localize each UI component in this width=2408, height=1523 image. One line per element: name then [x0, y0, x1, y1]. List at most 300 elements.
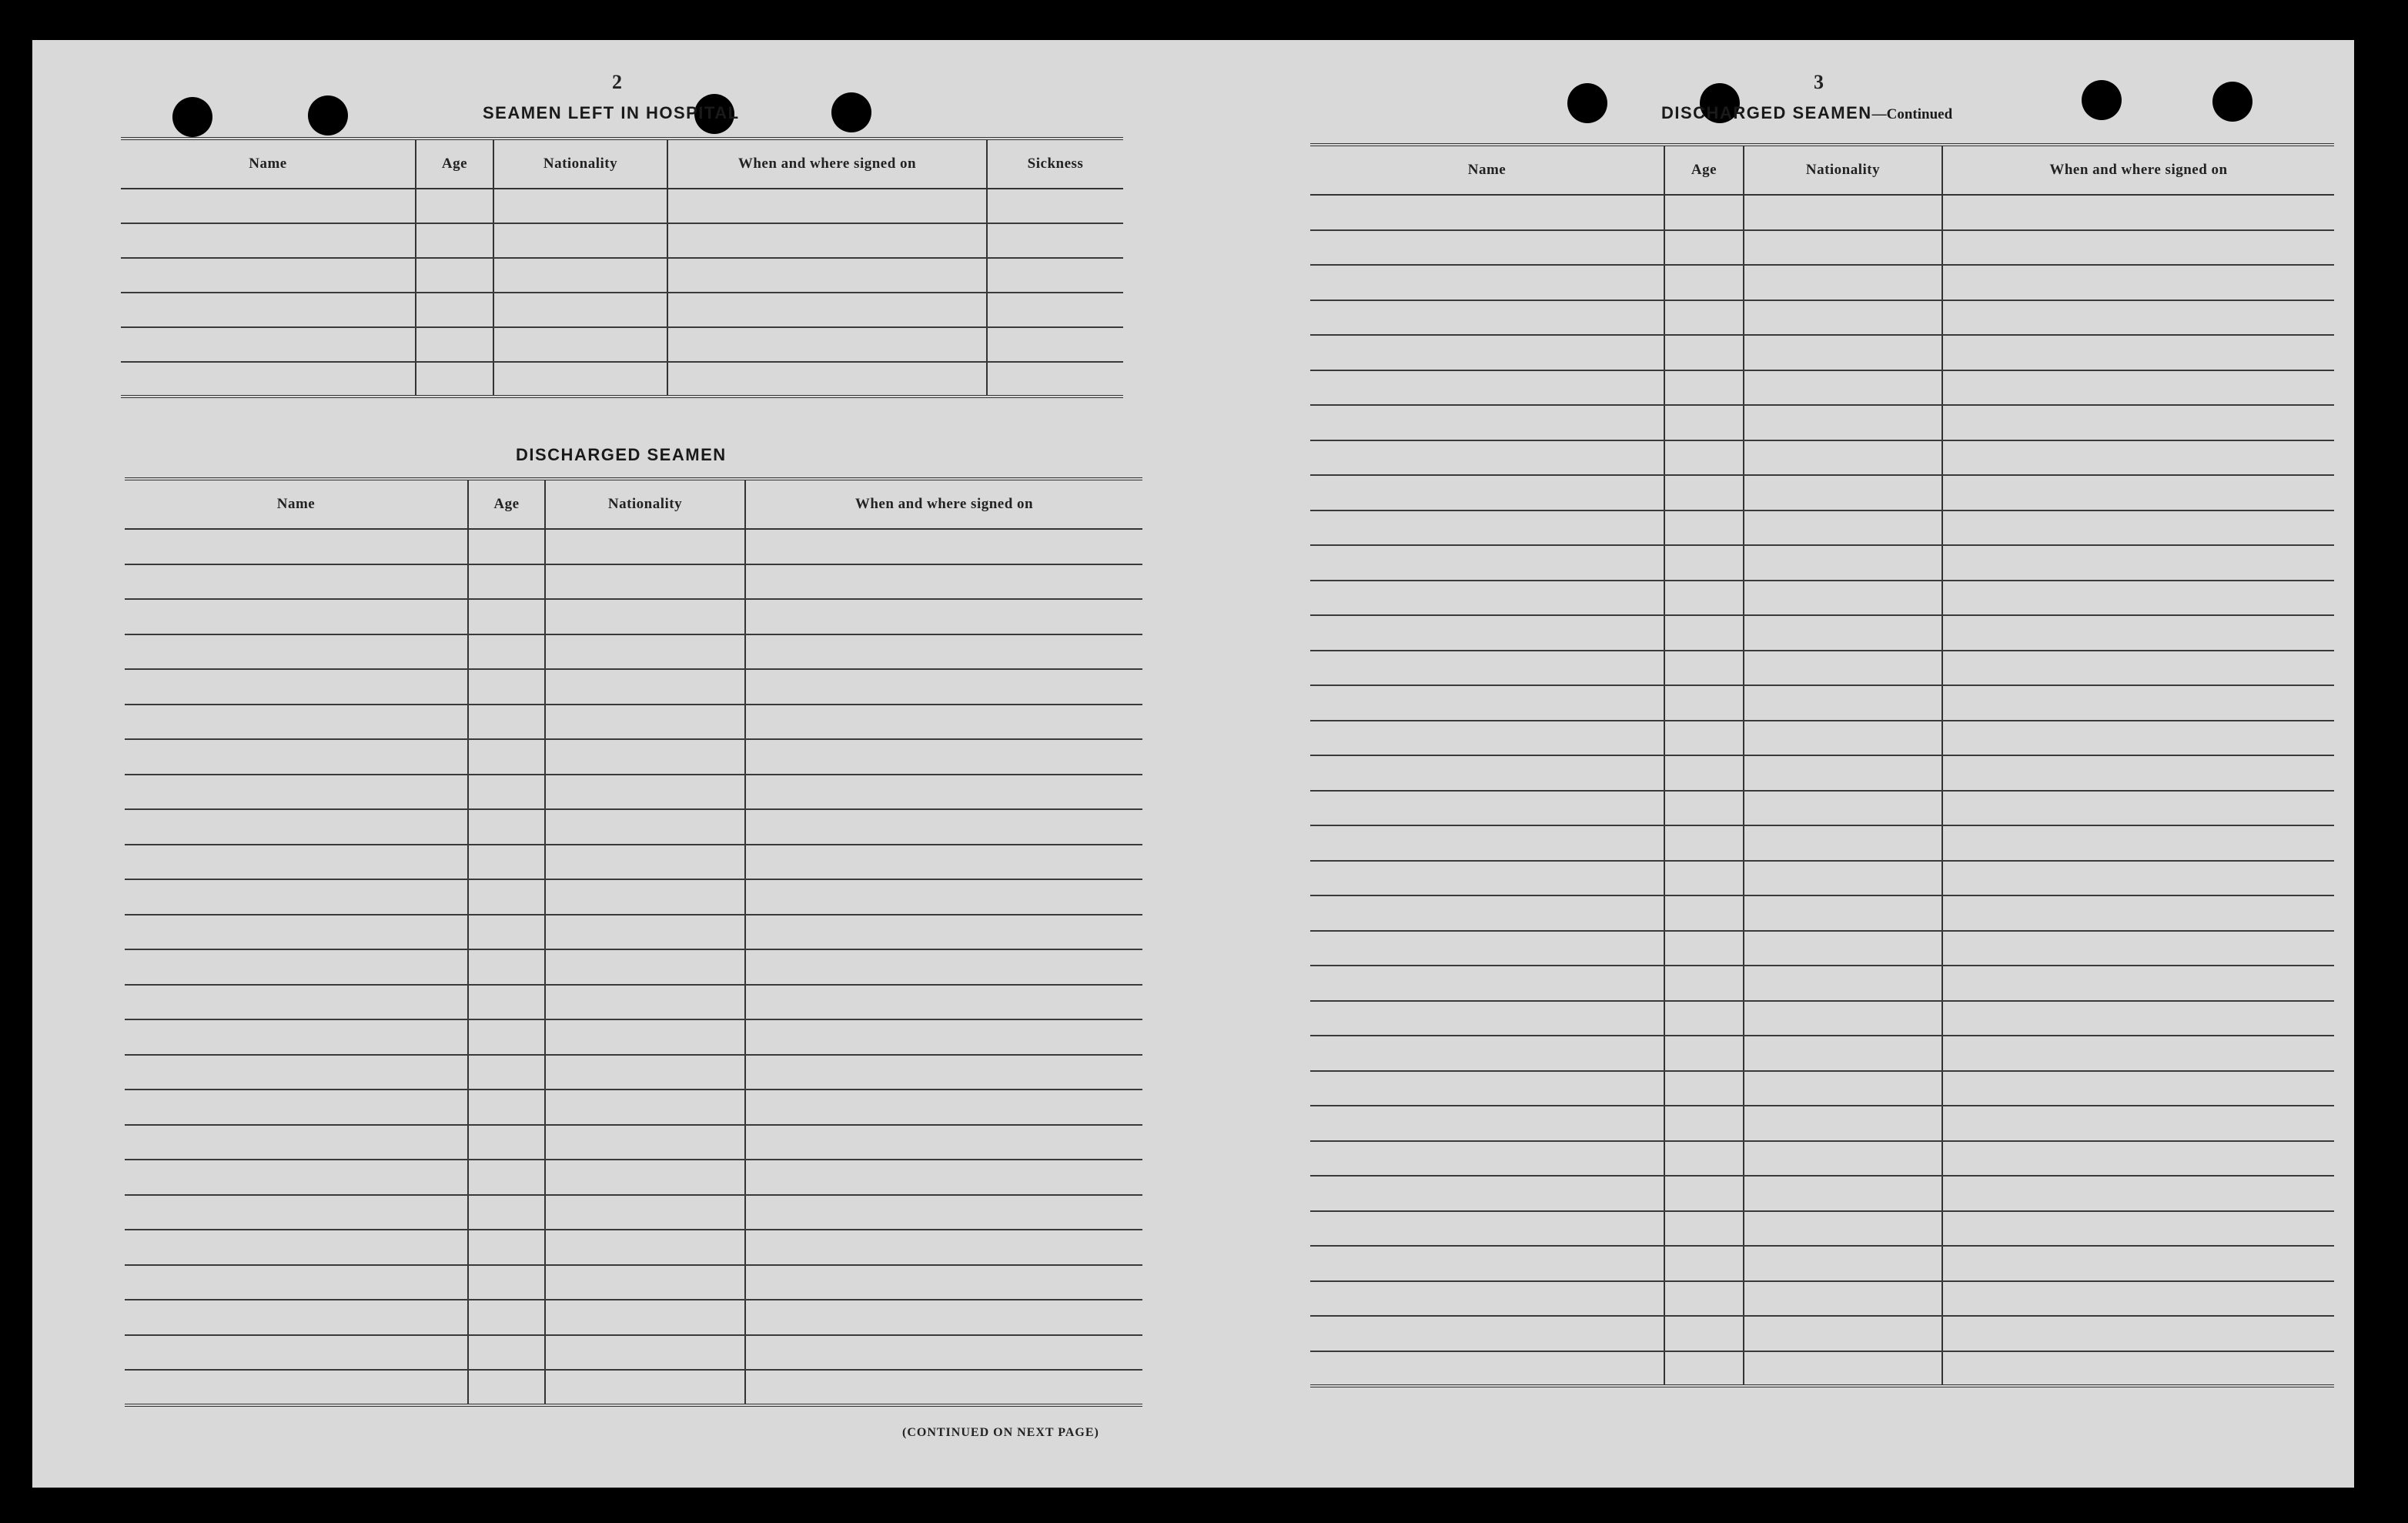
table-row: [1310, 931, 2334, 966]
column-header-signed-on: When and where signed on: [745, 479, 1142, 529]
blank-cell: [1744, 370, 1942, 406]
blank-cell: [1744, 1036, 1942, 1071]
blank-cell: [545, 1055, 745, 1090]
blank-cell: [667, 223, 987, 258]
blank-cell: [1744, 265, 1942, 300]
blank-cell: [1664, 1176, 1744, 1211]
blank-cell: [987, 258, 1123, 293]
blank-cell: [416, 223, 493, 258]
blank-cell: [1310, 1106, 1664, 1141]
blank-cell: [125, 845, 468, 880]
hospital-section-title: SEAMEN LEFT IN HOSPITAL: [483, 103, 740, 122]
table-row: [125, 705, 1142, 740]
table-row: [1310, 861, 2334, 896]
blank-cell: [1942, 1316, 2334, 1351]
blank-cell: [745, 1195, 1142, 1230]
blank-cell: [1664, 545, 1744, 581]
table-row: [1310, 1176, 2334, 1211]
blank-cell: [1664, 265, 1744, 300]
blank-cell: [1744, 405, 1942, 440]
blank-cell: [468, 985, 545, 1020]
blank-cell: [545, 845, 745, 880]
blank-cell: [468, 529, 545, 564]
blank-cell: [1664, 755, 1744, 791]
blank-cell: [545, 1019, 745, 1055]
blank-cell: [1310, 300, 1664, 336]
column-header-signed-on: When and where signed on: [667, 139, 987, 189]
blank-cell: [1744, 1211, 1942, 1247]
blank-cell: [1942, 1036, 2334, 1071]
blank-cell: [416, 327, 493, 362]
blank-cell: [745, 564, 1142, 600]
blank-cell: [1744, 825, 1942, 861]
column-header-sickness: Sickness: [987, 139, 1123, 189]
blank-cell: [493, 189, 667, 223]
blank-cell: [545, 1125, 745, 1160]
blank-cell: [1942, 510, 2334, 546]
blank-cell: [1664, 791, 1744, 826]
blank-cell: [545, 1300, 745, 1335]
blank-cell: [121, 189, 416, 223]
blank-cell: [1942, 1071, 2334, 1106]
blank-cell: [1310, 405, 1664, 440]
blank-cell: [1664, 1281, 1744, 1317]
blank-cell: [1744, 861, 1942, 896]
blank-cell: [1664, 895, 1744, 931]
blank-cell: [545, 564, 745, 600]
column-header-age: Age: [468, 479, 545, 529]
table-row: [1310, 1351, 2334, 1387]
blank-cell: [745, 1019, 1142, 1055]
blank-cell: [1310, 1071, 1664, 1106]
table-row: [1310, 651, 2334, 686]
blank-cell: [1664, 300, 1744, 336]
table-row: [1310, 1001, 2334, 1036]
blank-cell: [1744, 791, 1942, 826]
blank-cell: [1310, 755, 1664, 791]
blank-cell: [1664, 651, 1744, 686]
blank-cell: [1744, 581, 1942, 616]
blank-cell: [1744, 440, 1942, 476]
blank-cell: [1942, 931, 2334, 966]
table-row: [1310, 370, 2334, 406]
blank-cell: [1310, 1001, 1664, 1036]
discharged-table-body: [125, 529, 1142, 1405]
column-header-nationality: Nationality: [493, 139, 667, 189]
blank-cell: [545, 669, 745, 705]
ledger-sheet: [32, 40, 2354, 1488]
blank-cell: [1942, 265, 2334, 300]
blank-cell: [745, 1370, 1142, 1405]
blank-cell: [125, 1265, 468, 1300]
blank-cell: [1664, 440, 1744, 476]
blank-cell: [416, 189, 493, 223]
blank-cell: [1744, 755, 1942, 791]
blank-cell: [545, 1090, 745, 1125]
discharged-table: [125, 477, 1142, 1407]
blank-cell: [125, 599, 468, 634]
blank-cell: [1664, 581, 1744, 616]
blank-cell: [1942, 545, 2334, 581]
blank-cell: [745, 739, 1142, 775]
blank-cell: [745, 1055, 1142, 1090]
blank-cell: [1310, 370, 1664, 406]
blank-cell: [125, 739, 468, 775]
blank-cell: [1744, 195, 1942, 230]
blank-cell: [1942, 300, 2334, 336]
blank-cell: [545, 705, 745, 740]
blank-cell: [125, 915, 468, 950]
blank-cell: [468, 1230, 545, 1265]
column-header-signed-on: When and where signed on: [1942, 145, 2334, 195]
blank-cell: [1942, 755, 2334, 791]
blank-cell: [1664, 1071, 1744, 1106]
table-row: [121, 223, 1123, 258]
table-row: [1310, 265, 2334, 300]
hospital-table: [121, 137, 1123, 398]
blank-cell: [545, 1230, 745, 1265]
blank-cell: [1942, 475, 2334, 510]
blank-cell: [1942, 615, 2334, 651]
table-row: [1310, 440, 2334, 476]
blank-cell: [1664, 405, 1744, 440]
table-row: [1310, 230, 2334, 266]
blank-cell: [667, 258, 987, 293]
blank-cell: [1942, 791, 2334, 826]
blank-cell: [745, 1125, 1142, 1160]
blank-cell: [1744, 615, 1942, 651]
blank-cell: [1310, 265, 1664, 300]
blank-cell: [987, 189, 1123, 223]
blank-cell: [1310, 825, 1664, 861]
blank-cell: [545, 915, 745, 950]
blank-cell: [1664, 1246, 1744, 1281]
blank-cell: [1310, 475, 1664, 510]
column-header-name: Name: [125, 479, 468, 529]
blank-cell: [1310, 791, 1664, 826]
table-row: [125, 564, 1142, 600]
blank-cell: [125, 669, 468, 705]
blank-cell: [1310, 581, 1664, 616]
blank-cell: [1310, 195, 1664, 230]
blank-cell: [1744, 335, 1942, 370]
blank-cell: [468, 809, 545, 845]
blank-cell: [1744, 931, 1942, 966]
blank-cell: [125, 1335, 468, 1371]
table-row: [1310, 300, 2334, 336]
table-row: [121, 258, 1123, 293]
blank-cell: [468, 775, 545, 810]
blank-cell: [1310, 966, 1664, 1001]
blank-cell: [125, 1160, 468, 1195]
blank-cell: [545, 1265, 745, 1300]
blank-cell: [1664, 510, 1744, 546]
blank-cell: [1744, 545, 1942, 581]
blank-cell: [1664, 1036, 1744, 1071]
blank-cell: [1942, 1176, 2334, 1211]
blank-cell: [468, 845, 545, 880]
table-row: [1310, 1281, 2334, 1317]
blank-cell: [468, 1019, 545, 1055]
table-row: [1310, 615, 2334, 651]
continued-table-body: [1310, 195, 2334, 1386]
blank-cell: [545, 809, 745, 845]
blank-cell: [468, 634, 545, 670]
table-row: [125, 634, 1142, 670]
table-row: [1310, 825, 2334, 861]
blank-cell: [468, 564, 545, 600]
blank-cell: [468, 1090, 545, 1125]
blank-cell: [1664, 1211, 1744, 1247]
blank-cell: [468, 1125, 545, 1160]
blank-cell: [468, 669, 545, 705]
blank-cell: [1744, 475, 1942, 510]
table-row: [1310, 581, 2334, 616]
blank-cell: [125, 1300, 468, 1335]
blank-cell: [1310, 1036, 1664, 1071]
blank-cell: [1942, 1351, 2334, 1387]
table-row: [125, 1160, 1142, 1195]
blank-cell: [125, 1090, 468, 1125]
blank-cell: [468, 1370, 545, 1405]
blank-cell: [745, 1090, 1142, 1125]
blank-cell: [1310, 1351, 1664, 1387]
blank-cell: [125, 564, 468, 600]
table-row: [125, 1090, 1142, 1125]
blank-cell: [125, 949, 468, 985]
blank-cell: [1942, 1141, 2334, 1177]
table-row: [121, 362, 1123, 397]
blank-cell: [125, 705, 468, 740]
table-row: [125, 775, 1142, 810]
blank-cell: [545, 529, 745, 564]
blank-cell: [493, 223, 667, 258]
blank-cell: [1942, 230, 2334, 266]
table-row: [125, 1265, 1142, 1300]
blank-cell: [667, 362, 987, 397]
blank-cell: [1942, 440, 2334, 476]
blank-cell: [667, 189, 987, 223]
blank-cell: [1942, 1106, 2334, 1141]
blank-cell: [416, 293, 493, 327]
blank-cell: [545, 1160, 745, 1195]
blank-cell: [987, 362, 1123, 397]
blank-cell: [468, 1335, 545, 1371]
blank-cell: [1310, 1211, 1664, 1247]
table-row: [125, 669, 1142, 705]
table-row: [125, 949, 1142, 985]
table-row: [125, 1055, 1142, 1090]
table-row: [125, 1230, 1142, 1265]
blank-cell: [745, 1160, 1142, 1195]
blank-cell: [1310, 440, 1664, 476]
blank-cell: [468, 949, 545, 985]
blank-cell: [545, 879, 745, 915]
table-row: [121, 189, 1123, 223]
blank-cell: [1310, 685, 1664, 721]
blank-cell: [1942, 895, 2334, 931]
table-row: [1310, 335, 2334, 370]
blank-cell: [1942, 405, 2334, 440]
blank-cell: [745, 949, 1142, 985]
blank-cell: [1310, 1281, 1664, 1317]
blank-cell: [745, 1265, 1142, 1300]
blank-cell: [1664, 861, 1744, 896]
blank-cell: [493, 327, 667, 362]
blank-cell: [745, 705, 1142, 740]
table-row: [1310, 895, 2334, 931]
blank-cell: [1744, 1176, 1942, 1211]
table-row: [125, 1125, 1142, 1160]
blank-cell: [745, 845, 1142, 880]
table-row: [125, 985, 1142, 1020]
blank-cell: [545, 1195, 745, 1230]
blank-cell: [1664, 1001, 1744, 1036]
blank-cell: [121, 223, 416, 258]
blank-cell: [1310, 895, 1664, 931]
blank-cell: [987, 223, 1123, 258]
column-header-age: Age: [416, 139, 493, 189]
table-row: [1310, 510, 2334, 546]
blank-cell: [1664, 685, 1744, 721]
blank-cell: [1664, 615, 1744, 651]
continued-table: [1310, 143, 2334, 1387]
blank-cell: [745, 775, 1142, 810]
blank-cell: [468, 1265, 545, 1300]
blank-cell: [1942, 825, 2334, 861]
blank-cell: [1744, 895, 1942, 931]
blank-cell: [1744, 230, 1942, 266]
blank-cell: [745, 915, 1142, 950]
table-row: [1310, 405, 2334, 440]
continued-title-main: DISCHARGED SEAMEN: [1661, 103, 1872, 122]
blank-cell: [545, 634, 745, 670]
blank-cell: [1664, 1351, 1744, 1387]
blank-cell: [745, 529, 1142, 564]
blank-cell: [121, 293, 416, 327]
blank-cell: [1664, 721, 1744, 756]
blank-cell: [1664, 1316, 1744, 1351]
table-row: [125, 529, 1142, 564]
column-header-name: Name: [1310, 145, 1664, 195]
blank-cell: [987, 293, 1123, 327]
blank-cell: [1310, 1176, 1664, 1211]
blank-cell: [1744, 1106, 1942, 1141]
blank-cell: [125, 809, 468, 845]
blank-cell: [745, 634, 1142, 670]
blank-cell: [1310, 1141, 1664, 1177]
table-row: [125, 915, 1142, 950]
table-row: [125, 1335, 1142, 1371]
blank-cell: [667, 293, 987, 327]
table-row: [1310, 755, 2334, 791]
blank-cell: [1310, 931, 1664, 966]
blank-cell: [1310, 861, 1664, 896]
blank-cell: [1744, 1001, 1942, 1036]
blank-cell: [545, 985, 745, 1020]
blank-cell: [468, 1160, 545, 1195]
blank-cell: [1664, 475, 1744, 510]
blank-cell: [987, 327, 1123, 362]
blank-cell: [416, 258, 493, 293]
column-header-nationality: Nationality: [545, 479, 745, 529]
blank-cell: [468, 1300, 545, 1335]
blank-cell: [1310, 651, 1664, 686]
blank-cell: [125, 879, 468, 915]
table-row: [1310, 1211, 2334, 1247]
blank-cell: [1664, 1141, 1744, 1177]
blank-cell: [493, 258, 667, 293]
blank-cell: [1744, 1071, 1942, 1106]
blank-cell: [468, 739, 545, 775]
blank-cell: [1310, 615, 1664, 651]
blank-cell: [1664, 966, 1744, 1001]
blank-cell: [545, 599, 745, 634]
table-row: [125, 1300, 1142, 1335]
blank-cell: [1310, 335, 1664, 370]
blank-cell: [1942, 685, 2334, 721]
blank-cell: [1942, 861, 2334, 896]
continued-note: (CONTINUED ON NEXT PAGE): [902, 1426, 1099, 1439]
blank-cell: [545, 1370, 745, 1405]
blank-cell: [1664, 931, 1744, 966]
blank-cell: [1942, 195, 2334, 230]
table-row: [1310, 966, 2334, 1001]
blank-cell: [545, 739, 745, 775]
blank-cell: [1310, 721, 1664, 756]
blank-cell: [1744, 651, 1942, 686]
blank-cell: [1744, 1141, 1942, 1177]
blank-cell: [667, 327, 987, 362]
blank-cell: [1664, 230, 1744, 266]
blank-cell: [1310, 1246, 1664, 1281]
table-row: [121, 327, 1123, 362]
table-row: [1310, 1316, 2334, 1351]
table-row: [125, 845, 1142, 880]
blank-cell: [125, 775, 468, 810]
blank-cell: [1942, 1246, 2334, 1281]
blank-cell: [468, 915, 545, 950]
blank-cell: [1744, 510, 1942, 546]
blank-cell: [125, 985, 468, 1020]
blank-cell: [121, 362, 416, 397]
blank-cell: [1310, 510, 1664, 546]
table-row: [1310, 195, 2334, 230]
blank-cell: [745, 669, 1142, 705]
blank-cell: [745, 1335, 1142, 1371]
blank-cell: [1942, 1281, 2334, 1317]
right-page: [1249, 40, 2354, 1488]
table-row: [1310, 545, 2334, 581]
blank-cell: [125, 1370, 468, 1405]
continued-title-suffix: —Continued: [1871, 106, 1953, 122]
blank-cell: [1664, 195, 1744, 230]
table-row: [125, 1195, 1142, 1230]
blank-cell: [545, 949, 745, 985]
blank-cell: [545, 775, 745, 810]
left-page: [32, 40, 1187, 1488]
table-row: [121, 293, 1123, 327]
table-row: [1310, 475, 2334, 510]
table-row: [125, 739, 1142, 775]
blank-cell: [745, 1300, 1142, 1335]
table-row: [1310, 1106, 2334, 1141]
blank-cell: [125, 1125, 468, 1160]
blank-cell: [468, 705, 545, 740]
blank-cell: [125, 634, 468, 670]
blank-cell: [1942, 335, 2334, 370]
blank-cell: [745, 985, 1142, 1020]
